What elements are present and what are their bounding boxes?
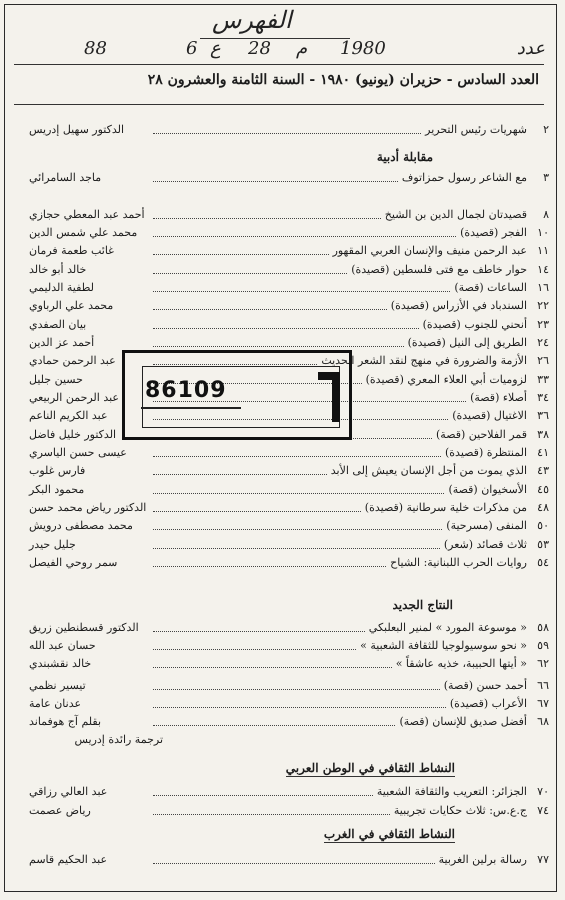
entry-title: الأزمة والضرورة في منهج لنقد الشعر الحديث — [321, 354, 527, 368]
leader-dots — [153, 320, 419, 329]
entry-author: عبد الكريم الناعم — [29, 409, 108, 423]
entry-title: الساعات (قصة) — [454, 280, 527, 294]
leader-dots — [153, 503, 361, 512]
entry-title: لزوميات أبي العلاء المعري (قصيدة) — [365, 372, 527, 386]
entry-title: الذي يموت من أجل الإنسان يعيش إلى الأبد — [330, 464, 527, 478]
entry-page-number: ٥٠ — [537, 519, 549, 533]
entry-author: سمر روحي الفيصل — [29, 556, 118, 570]
entry-title: شهريات رئيس التحرير — [425, 122, 527, 136]
entry-title: عبد الرحمن منيف والإنسان العربي المقهور — [332, 244, 527, 258]
entry-page-number: ٥٩ — [537, 638, 549, 652]
toc-entry — [29, 712, 549, 730]
entry-author: رياض عصمت — [29, 803, 91, 817]
entry-page-number: ٦٢ — [537, 656, 549, 670]
toc-entry — [29, 499, 549, 517]
entry-page-number: ٥٨ — [537, 620, 549, 634]
entry-author: بقلم آج هوفماند — [29, 714, 102, 728]
page-title: الفهرس — [212, 6, 292, 34]
handwritten-day: 28 — [248, 38, 271, 59]
entry-page-number: ٤٨ — [537, 501, 549, 515]
handwritten-mark-a: ع — [210, 38, 221, 59]
entry-title: مع الشاعر رسول حمزاتوف — [401, 170, 527, 184]
entry-title: « موسوعة المورد » لمنير البعلبكي — [368, 620, 527, 634]
leader-dots — [153, 283, 450, 292]
leader-dots — [153, 448, 441, 457]
entry-title: الاغتيال (قصيدة) — [452, 409, 527, 423]
entry-page-number: ١١ — [537, 244, 549, 258]
entry-page-number: ٤٥ — [537, 482, 549, 496]
entry-author: عيسى حسن الياسري — [29, 446, 127, 460]
entry-page-number: ٨ — [543, 207, 549, 221]
entry-page-number: ٢٤ — [537, 335, 549, 349]
handwritten-year: 1980 — [340, 38, 386, 59]
toc-entry — [29, 654, 549, 672]
entry-page-number: ٦٦ — [537, 678, 549, 692]
toc-entry — [29, 850, 549, 868]
toc-entry — [29, 535, 549, 553]
toc-entry — [29, 278, 549, 296]
leader-dots — [153, 485, 444, 494]
toc-entry — [29, 480, 549, 498]
leader-dots — [153, 681, 440, 690]
leader-dots — [153, 717, 395, 726]
entry-title: أفضل صديق للإنسان (قصة) — [399, 714, 527, 728]
translator-credit: ترجمة رائدة إدريس — [74, 733, 163, 746]
entry-author: عبد الحكيم قاسم — [29, 852, 108, 866]
entry-author: أحمد عبد المعطي حجازي — [29, 207, 145, 221]
toc-entry — [29, 242, 549, 260]
toc-entry — [29, 694, 549, 712]
leader-dots — [153, 228, 456, 237]
toc-entry — [29, 444, 549, 462]
toc-entry — [29, 782, 549, 800]
entry-author: بيان الصفدي — [29, 317, 87, 331]
leader-dots — [153, 246, 329, 255]
entry-page-number: ٧٤ — [537, 803, 549, 817]
entry-title: قمر الفلاحين (قصة) — [436, 427, 527, 441]
entry-title: رسالة برلين الغربية — [438, 852, 527, 866]
entry-title: الأعراب (قصيدة) — [449, 696, 527, 710]
stamp-corner — [318, 372, 340, 422]
leader-dots — [153, 125, 421, 134]
entry-author: جليل حيدر — [29, 537, 76, 551]
toc-entry — [29, 168, 549, 186]
leader-dots — [153, 699, 446, 708]
entry-page-number: ٤٣ — [537, 464, 549, 478]
entry-page-number: ٧٧ — [537, 852, 549, 866]
entry-title: المنتظرة (قصيدة) — [445, 446, 527, 460]
toc-entry — [29, 260, 549, 278]
entry-page-number: ٣ — [543, 170, 549, 184]
title-underline — [200, 38, 350, 39]
entry-author: عبد الرحمن الربيعي — [29, 391, 119, 404]
entry-title: حوار خاطف مع فتى فلسطين (قصيدة) — [351, 262, 527, 276]
entry-author: أحمد عز الدين — [29, 335, 95, 349]
toc-entry — [29, 120, 549, 138]
entry-author: محمد علي شمس الدين — [29, 225, 138, 239]
entry-title: روايات الحرب اللبنانية: الشياح — [390, 556, 527, 570]
leader-dots — [153, 521, 442, 530]
leader-dots — [153, 301, 387, 310]
handwritten-page-count: 88 — [84, 38, 107, 59]
entry-author: الدكتور رياض محمد حسن — [29, 501, 147, 515]
entry-author: عدنان عامة — [29, 696, 82, 710]
entry-author: الدكتور خليل فاضل — [29, 427, 117, 441]
entry-author: الدكتور سهيل إدريس — [29, 122, 125, 136]
entry-page-number: ٥٣ — [537, 537, 549, 551]
entry-author: فارس غلوب — [29, 464, 86, 478]
stamp-number: 86109 — [145, 378, 227, 403]
entry-page-number: ٦٨ — [537, 714, 549, 728]
entry-author: عبد العالي رزاقي — [29, 784, 108, 798]
entry-title: السندباد في الأزراس (قصيدة) — [390, 299, 527, 313]
leader-dots — [153, 173, 398, 182]
entry-page-number: ٢٣ — [537, 317, 549, 331]
entry-title: ج.ع.س: ثلاث حكايات تجريبية — [393, 803, 527, 817]
toc-entry — [29, 223, 549, 241]
entry-title: الطريق إلى النيل (قصيدة) — [407, 335, 527, 349]
entry-title: الفجر (قصيدة) — [460, 225, 527, 239]
toc-entry — [29, 517, 549, 535]
toc-entry — [29, 636, 549, 654]
leader-dots — [153, 466, 327, 475]
entry-title: ثلاث قصائد (شعر) — [443, 537, 527, 551]
leader-dots — [153, 265, 347, 274]
entry-title: « أيتها الحبيبة، خذيه عاشقاً » — [395, 656, 527, 670]
entry-author: خالد أبو خالد — [29, 262, 87, 276]
entry-author: حسان عبد الله — [29, 638, 96, 652]
leader-dots — [153, 558, 386, 567]
stamp-underline — [141, 407, 241, 409]
entry-title: أصلاء (قصة) — [470, 391, 527, 404]
entry-page-number: ٧٠ — [537, 784, 549, 798]
entry-title: الأسخيوان (قصة) — [448, 482, 527, 496]
toc-entry — [29, 801, 549, 819]
entry-author: لطفية الدليمي — [29, 280, 95, 294]
leader-dots — [153, 787, 373, 796]
entry-page-number: ٢٦ — [537, 354, 549, 368]
entry-page-number: ١٠ — [537, 225, 549, 239]
entry-title: أحمد حسن (قصة) — [443, 678, 527, 692]
entry-author: ماجد السامرائي — [29, 170, 102, 184]
toc-entry — [29, 297, 549, 315]
section-new-works: النتاج الجديد — [392, 598, 453, 612]
toc-entry — [29, 462, 549, 480]
entry-page-number: ٥٤ — [537, 556, 549, 570]
entry-author: محمد علي الرباوي — [29, 299, 114, 313]
entry-page-number: ٣٨ — [537, 427, 549, 441]
entry-page-number: ٢ — [543, 122, 549, 136]
entry-author: خالد نقشبندي — [29, 656, 92, 670]
section-literary-interview: مقابلة أدبية — [376, 150, 433, 164]
entry-page-number: ٢٢ — [537, 299, 549, 313]
entry-author: الدكتور قسطنطين زريق — [29, 620, 139, 634]
issue-header: العدد السادس - حزيران (يونيو) ١٩٨٠ - السنة الثامنة والعشرون ٢٨ — [147, 72, 539, 88]
toc-entry — [29, 618, 549, 636]
entry-author: تيسير نظمي — [29, 678, 86, 692]
handwritten-mark-b: 6 — [186, 38, 198, 59]
header-rule — [14, 104, 544, 105]
entry-title: قصيدتان لجمال الدين بن الشيخ — [384, 207, 527, 221]
entry-page-number: ٦٧ — [537, 696, 549, 710]
entry-title: المنفى (مسرحية) — [446, 519, 527, 533]
handwritten-month-mark: م — [296, 38, 308, 59]
entry-title: الجزائر: التعريب والثقافة الشعبية — [376, 784, 527, 798]
toc-entry — [29, 333, 549, 351]
entry-author: حسين جليل — [29, 372, 83, 386]
leader-dots — [153, 641, 356, 650]
leader-dots — [153, 659, 392, 668]
top-rule — [14, 64, 544, 65]
toc-entry — [29, 676, 549, 694]
toc-entry — [29, 554, 549, 572]
entry-page-number: ١٦ — [537, 280, 549, 294]
entry-page-number: ١٤ — [537, 262, 549, 276]
entry-page-number: ٣٣ — [537, 372, 549, 386]
leader-dots — [153, 210, 381, 219]
entry-author: عبد الرحمن حمادي — [29, 354, 116, 368]
leader-dots — [153, 540, 440, 549]
entry-page-number: ٣٤ — [537, 391, 549, 404]
entry-author: غائب طعمة فرمان — [29, 244, 114, 258]
section-west-activity: النشاط الثقافي في الغرب — [323, 827, 455, 841]
entry-title: من مذكرات خلية سرطانية (قصيدة) — [364, 501, 527, 515]
entry-page-number: ٣٦ — [537, 409, 549, 423]
leader-dots — [153, 855, 435, 864]
entry-author: محمد مصطفى درويش — [29, 519, 133, 533]
entry-title: أنحني للجنوب (قصيدة) — [422, 317, 527, 331]
leader-dots — [153, 623, 365, 632]
entry-author: محمود البكر — [29, 482, 85, 496]
entry-page-number: ٤١ — [537, 446, 549, 460]
leader-dots — [153, 338, 404, 347]
leader-dots — [153, 806, 390, 815]
toc-entry — [29, 205, 549, 223]
section-arab-activity: النشاط الثقافي في الوطن العربي — [285, 761, 455, 775]
handwritten-issue-label: عدد — [516, 38, 545, 59]
entry-title: « نحو سوسيولوجيا للثقافة الشعبية » — [360, 638, 527, 652]
toc-entry — [29, 315, 549, 333]
